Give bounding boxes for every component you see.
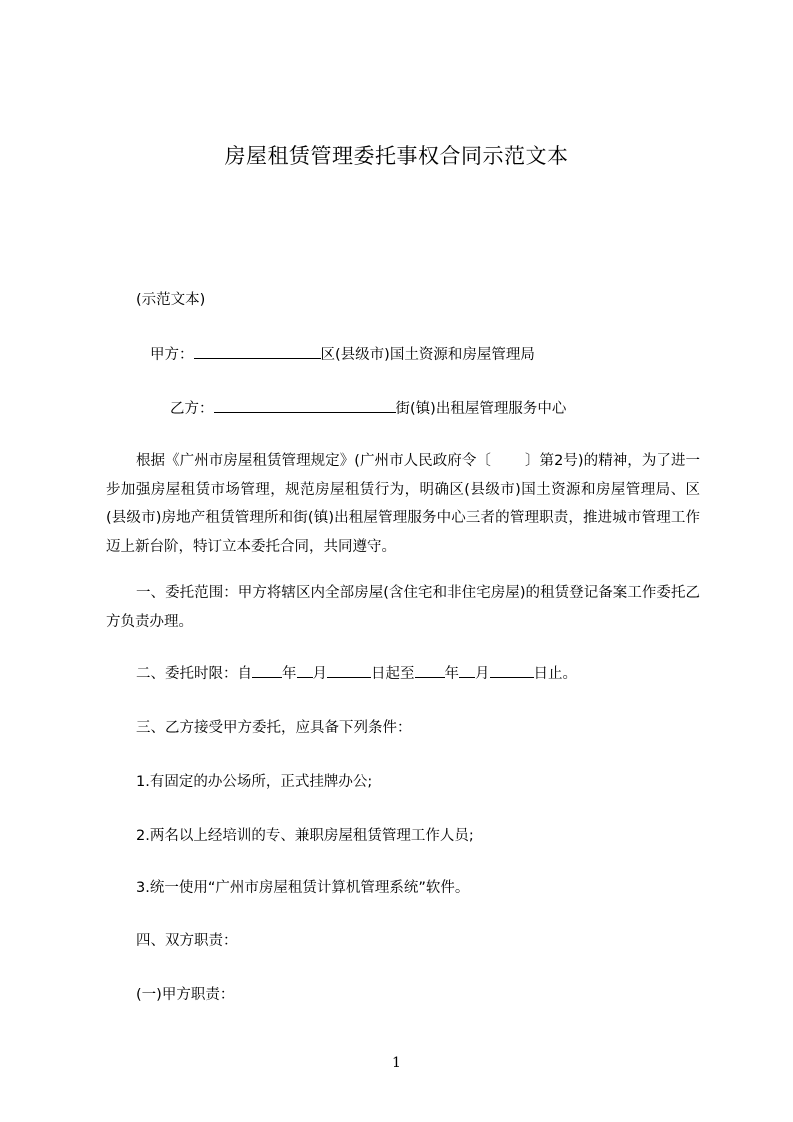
document-title: 房屋租赁管理委托事权合同示范文本 [224,144,569,168]
start-year-blank [252,663,282,678]
end-month-blank [459,663,475,678]
start-month-label: 月 [312,666,327,682]
clause-2 [136,663,577,684]
clause-3: 三、乙方接受甲方委托，应具备下列条件： [136,720,412,736]
start-day-label: 日起至 [371,666,415,682]
preamble-paragraph [106,447,700,561]
end-month-label: 月 [475,666,490,682]
clause-2-prefix: 二、委托时限：自 [136,666,252,682]
sample-label: (示范文本) [136,292,206,308]
start-day-blank [327,663,371,678]
subclause-party-a-duties: (一)甲方职责： [136,987,235,1003]
end-year-blank [415,663,445,678]
end-day-label: 日止。 [533,666,577,682]
party-b-suffix: 街(镇)出租屋管理服务中心 [395,401,567,417]
party-b-blank [214,398,396,413]
preamble-part1: 根据《广州市房屋租赁管理规定》(广州市人民政府令〔 [136,453,491,469]
condition-item-2: 2.两名以上经培训的专、兼职房屋租赁管理工作人员; [136,828,474,844]
start-month-blank [297,663,313,678]
party-b-label: 乙方： [170,401,214,417]
preamble-part2: 〕第2号)的精神，为了进一步加强房屋租赁市场管理，规范房屋租赁行为，明确区(县级市)国土资源和房屋管理局、区(县级市)房地产租赁管理所和街(镇)出租屋管理服务中心三者的管理职责，推进城市管理工作迈上新台阶，特订立本委托合同，共同遵守。 [106,453,701,555]
party-a-blank [194,344,321,359]
party-a-line [150,344,535,365]
page-number: 1 [392,1055,401,1071]
clause-1: 一、委托范围：甲方将辖区内全部房屋(含住宅和非住宅房屋)的租赁登记备案工作委托乙方负责办理。 [106,585,700,630]
end-day-blank [490,663,534,678]
party-a-suffix: 区(县级市)国土资源和房屋管理局 [320,347,535,363]
party-b-line [170,398,566,419]
condition-item-3: 3.统一使用“广州市房屋租赁计算机管理系统”软件。 [136,880,470,896]
party-a-label: 甲方： [150,347,194,363]
condition-item-1: 1.有固定的办公场所，正式挂牌办公; [136,774,373,790]
start-year-label: 年 [282,666,297,682]
end-year-label: 年 [444,666,459,682]
clause-4: 四、双方职责： [136,933,238,949]
